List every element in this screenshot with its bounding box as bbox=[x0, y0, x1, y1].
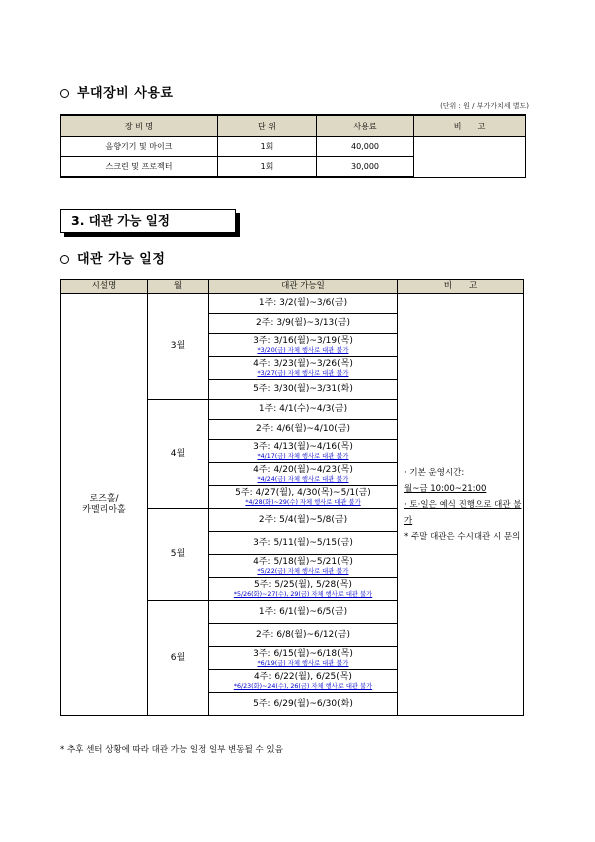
week-date-text: 3주: 4/13(월)~4/16(목) bbox=[253, 441, 353, 452]
week-date-text: 4주: 5/18(월)~5/21(목) bbox=[253, 556, 353, 567]
equipment-name: 스크린 및 프로젝터 bbox=[61, 157, 218, 178]
col-header-facility: 시설명 bbox=[61, 280, 148, 294]
equipment-fee: 30,000 bbox=[317, 157, 414, 178]
week-date: 2주: 5/4(월)~5/8(금) bbox=[209, 509, 398, 532]
equipment-unit: 1회 bbox=[218, 157, 317, 178]
circle-bullet-icon bbox=[60, 255, 69, 264]
week-date bbox=[209, 647, 398, 670]
section-3-title: 3. 대관 가능 일정 bbox=[60, 209, 236, 233]
month-label: 4월 bbox=[148, 400, 209, 509]
week-date: 5주: 3/30(월)~3/31(화) bbox=[209, 380, 398, 400]
week-note: *5/26(화)~27(수), 29(금) 자체 행사로 대관 불가 bbox=[233, 590, 373, 598]
week-date: 1주: 6/1(월)~6/5(금) bbox=[209, 601, 398, 624]
circle-bullet-icon bbox=[60, 89, 69, 98]
week-note: *4/24(금) 자체 행사로 대관 불가 bbox=[257, 475, 349, 483]
week-date bbox=[209, 670, 398, 693]
table-row bbox=[61, 294, 524, 314]
remark-line: · 기본 운영시간: bbox=[404, 467, 465, 478]
week-date: 1주: 4/1(수)~4/3(금) bbox=[209, 400, 398, 420]
table-row bbox=[61, 137, 526, 157]
week-date: 2주: 4/6(월)~4/10(금) bbox=[209, 420, 398, 440]
col-header-equipment: 장 비 명 bbox=[61, 115, 218, 137]
schedule-remarks bbox=[398, 294, 524, 716]
month-label: 6월 bbox=[148, 601, 209, 716]
week-note: *4/28(화)~29(수) 자체 행사로 대관 불가 bbox=[245, 498, 361, 506]
col-header-remarks: 비 고 bbox=[414, 115, 526, 137]
week-date: 1주: 3/2(월)~3/6(금) bbox=[209, 294, 398, 314]
week-date-text: 4주: 6/22(월), 6/25(목) bbox=[254, 671, 352, 682]
col-header-fee: 사용료 bbox=[317, 115, 414, 137]
week-note: *4/17(금) 자체 행사로 대관 불가 bbox=[257, 452, 349, 460]
facility-line: 카멜리아홀 bbox=[82, 504, 126, 515]
week-date: 2주: 3/9(월)~3/13(금) bbox=[209, 314, 398, 334]
month-label: 3월 bbox=[148, 294, 209, 400]
facility-name bbox=[61, 294, 148, 716]
week-date: 3주: 5/11(월)~5/15(금) bbox=[209, 532, 398, 555]
footnote: * 추후 센터 상황에 따라 대관 가능 일정 일부 변동될 수 있음 bbox=[60, 745, 283, 755]
remark-line: * 주말 대관은 수시대관 시 문의 bbox=[404, 531, 521, 542]
remark-line: 월~금 10:00~21:00 bbox=[404, 483, 487, 494]
equipment-remarks bbox=[414, 137, 526, 178]
week-date bbox=[209, 334, 398, 357]
week-date bbox=[209, 486, 398, 509]
week-date: 2주: 6/8(월)~6/12(금) bbox=[209, 624, 398, 647]
equipment-unit: 1회 bbox=[218, 137, 317, 157]
equipment-name: 음향기기 및 마이크 bbox=[61, 137, 218, 157]
week-date-text: 5주: 4/27(월), 4/30(목)~5/1(금) bbox=[235, 487, 371, 498]
week-note: *3/20(금) 자체 행사로 대관 불가 bbox=[257, 346, 349, 354]
week-note: *6/23(화)~24(수), 26(금) 자체 행사로 대관 불가 bbox=[233, 682, 373, 690]
col-header-month: 월 bbox=[148, 280, 209, 294]
week-date-text: 3주: 6/15(월)~6/18(목) bbox=[253, 648, 353, 659]
schedule-table bbox=[60, 279, 524, 716]
schedule-title-text: 대관 가능 일정 bbox=[77, 252, 166, 267]
week-date bbox=[209, 440, 398, 463]
equipment-title-text: 부대장비 사용료 bbox=[77, 86, 174, 101]
week-date bbox=[209, 555, 398, 578]
week-note: *3/27(금) 자체 행사로 대관 불가 bbox=[257, 369, 349, 377]
week-date: 5주: 6/29(월)~6/30(화) bbox=[209, 693, 398, 716]
remark-line: · 토·일은 예식 진행으로 대관 불가 bbox=[404, 499, 522, 526]
week-note: *5/22(금) 자체 행사로 대관 불가 bbox=[257, 567, 349, 575]
week-date bbox=[209, 357, 398, 380]
month-label: 5월 bbox=[148, 509, 209, 601]
week-date bbox=[209, 578, 398, 601]
col-header-unit: 단 위 bbox=[218, 115, 317, 137]
col-header-dates: 대관 가능일 bbox=[209, 280, 398, 294]
week-date-text: 3주: 3/16(월)~3/19(목) bbox=[253, 335, 353, 346]
week-date-text: 4주: 4/20(월)~4/23(목) bbox=[253, 464, 353, 475]
facility-line: 로즈홀/ bbox=[89, 493, 119, 504]
unit-note: (단위 : 원 / 부가가치세 별도) bbox=[440, 102, 529, 110]
week-note: *6/19(금) 자체 행사로 대관 불가 bbox=[257, 659, 349, 667]
equipment-fee: 40,000 bbox=[317, 137, 414, 157]
schedule-section-title bbox=[60, 248, 165, 267]
week-date-text: 4주: 3/23(월)~3/26(목) bbox=[253, 358, 353, 369]
week-date-text: 5주: 5/25(월), 5/28(목) bbox=[254, 579, 352, 590]
table-header-row bbox=[61, 115, 526, 137]
table-header-row bbox=[61, 280, 524, 294]
week-date bbox=[209, 463, 398, 486]
col-header-remarks: 비 고 bbox=[398, 280, 524, 294]
equipment-section-title bbox=[60, 82, 173, 101]
equipment-table bbox=[60, 114, 526, 178]
